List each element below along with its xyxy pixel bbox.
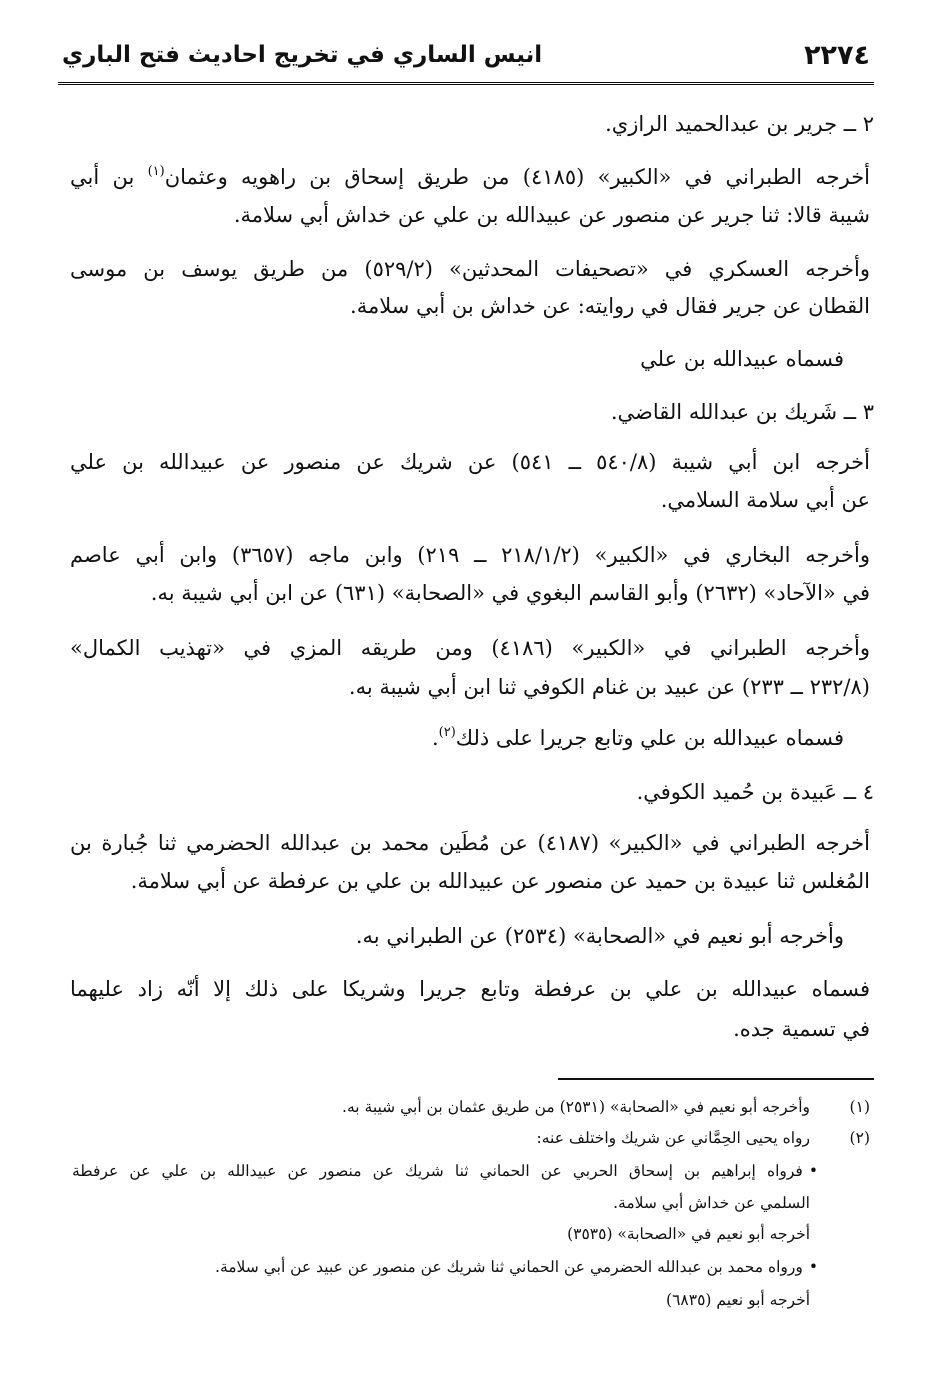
footnote-ref-1[interactable]: (١) bbox=[147, 164, 165, 179]
footnote-line: أخرجه أبو نعيم (٦٨٣٥) bbox=[666, 1291, 810, 1309]
body-line: (٢٣٢/٨ ــ ٢٣٣) عن عبيد بن غنام الكوفي ثنا ابن أبي شيبة به. bbox=[348, 675, 870, 699]
body-line: فسماه عبيدالله بن علي وتابع جريرا على ذلك$^{(٢)}$. bbox=[431, 725, 844, 750]
item-heading-4: ٤ ــ عَبيدة بن حُميد الكوفي. bbox=[636, 780, 874, 804]
footnote-line: •ورواه محمد بن عبدالله الحضرمي عن الحماني ثنا شريك عن منصور عن عبيد عن أبي سلامة. bbox=[215, 1258, 818, 1276]
item-heading-2: ٢ ــ جرير بن عبدالحميد الرازي. bbox=[605, 112, 874, 136]
body-line: في تسمية جده. bbox=[733, 1017, 870, 1041]
footnote-2 bbox=[72, 1124, 870, 1152]
body-line: عن أبي سلامة السلامي. bbox=[660, 488, 870, 512]
body-line: المُغلس ثنا عبيدة بن حميد عن منصور عن عبيدالله بن علي بن عرفطة عن أبي سلامة. bbox=[130, 869, 870, 893]
footnote-line: السلمي عن خداش أبي سلامة. bbox=[613, 1194, 810, 1212]
bullet-icon: • bbox=[808, 1258, 818, 1276]
body-line: وأخرجه البخاري في «الكبير» (٢١٨/١/٢ ــ ٢١٩) وابن ماجه (٣٦٥٧) وابن أبي عاصم bbox=[70, 543, 870, 567]
footnote-mark: (١) bbox=[849, 1098, 870, 1116]
body-line: شيبة قالا: ثنا جرير عن منصور عن عبيدالله بن علي عن خداش أبي سلامة. bbox=[233, 203, 870, 227]
body-line: وأخرجه العسكري في «تصحيفات المحدثين» (٥٢٩/٢) من طريق يوسف بن موسى bbox=[70, 257, 870, 281]
footnote-separator bbox=[558, 1078, 874, 1080]
running-title: انيس الساري في تخريج احاديث فتح الباري bbox=[62, 42, 543, 68]
page-header bbox=[58, 38, 874, 85]
body-line: في «الآحاد» (٢٦٣٢) وأبو القاسم البغوي في «الصحابة» (٦٣١) عن ابن أبي شيبة به. bbox=[150, 581, 870, 605]
footnote-1 bbox=[72, 1093, 870, 1121]
footnote-text: وأخرجه أبو نعيم في «الصحابة» (٢٥٣١) من طريق عثمان بن أبي شيبة به. bbox=[342, 1098, 810, 1116]
item-heading-3: ٣ ــ شَريك بن عبدالله القاضي. bbox=[610, 400, 874, 424]
body-line: القطان عن جرير فقال في روايته: عن خداش بن أبي سلامة. bbox=[350, 294, 870, 318]
body-line: أخرجه ابن أبي شيبة (٥٤٠/٨ ــ ٥٤١) عن شريك عن منصور عن عبيدالله بن علي bbox=[70, 450, 870, 474]
body-line: فسماه عبيدالله بن علي بن عرفطة وتابع جريرا وشريكا على ذلك إلا أنّه زاد عليهما bbox=[70, 977, 870, 1001]
footnote-text: رواه يحيى الحِمَّاني عن شريك واختلف عنه: bbox=[536, 1129, 810, 1147]
bullet-icon: • bbox=[808, 1162, 818, 1180]
footnote-ref-2[interactable]: (٢) bbox=[438, 725, 456, 740]
body-line: فسماه عبيدالله بن علي bbox=[640, 347, 844, 371]
footnote-line: •فرواه إبراهيم بن إسحاق الحربي عن الحماني ثنا شريك عن منصور عن عبيدالله بن علي عن عرفطة bbox=[72, 1162, 818, 1180]
page-number: ٢٢٧٤ bbox=[804, 40, 870, 71]
footnote-mark: (٢) bbox=[849, 1129, 870, 1147]
body-line: أخرجه الطبراني في «الكبير» (٤١٨٧) عن مُطَين محمد بن عبدالله الحضرمي ثنا جُبارة بن bbox=[70, 831, 871, 855]
body-line: وأخرجه الطبراني في «الكبير» (٤١٨٦) ومن طريقه المزي في «تهذيب الكمال» bbox=[70, 636, 870, 660]
body-line: وأخرجه أبو نعيم في «الصحابة» (٢٥٣٤) عن الطبراني به. bbox=[355, 924, 844, 948]
footnote-line: أخرجه أبو نعيم في «الصحابة» (٣٥٣٥) bbox=[567, 1225, 810, 1243]
body-line: أخرجه الطبراني في «الكبير» (٤١٨٥) من طريق إسحاق بن راهويه وعثمان$^{(١)}$ بن أبي bbox=[70, 164, 871, 189]
